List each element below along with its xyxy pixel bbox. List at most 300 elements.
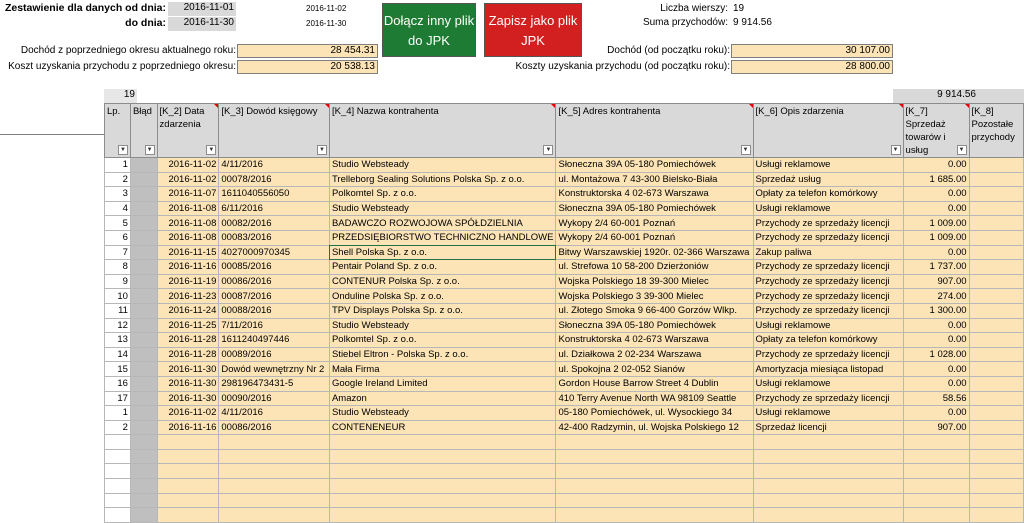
row-other-income[interactable]: [969, 391, 1023, 406]
row-error[interactable]: [130, 172, 157, 187]
empty-cell[interactable]: [329, 479, 556, 494]
row-address[interactable]: ul. Spokojna 2 02-052 Sianów: [556, 362, 753, 377]
row-doc[interactable]: 00086/2016: [219, 274, 330, 289]
row-other-income[interactable]: [969, 362, 1023, 377]
row-lp[interactable]: 4: [105, 201, 131, 216]
row-doc[interactable]: 00085/2016: [219, 260, 330, 275]
empty-cell[interactable]: [219, 449, 330, 464]
row-doc[interactable]: 4/11/2016: [219, 406, 330, 421]
empty-cell[interactable]: [969, 479, 1023, 494]
row-sales[interactable]: 1 300.00: [903, 303, 969, 318]
rows-count-value: 19: [733, 3, 745, 14]
empty-cell[interactable]: [130, 479, 157, 494]
row-other-income[interactable]: [969, 318, 1023, 333]
row-doc[interactable]: 00090/2016: [219, 391, 330, 406]
row-other-income[interactable]: [969, 187, 1023, 202]
row-sales[interactable]: 1 009.00: [903, 230, 969, 245]
row-doc[interactable]: 6/11/2016: [219, 201, 330, 216]
row-address[interactable]: ul. Montażowa 7 43-300 Bielsko-Biała: [556, 172, 753, 187]
table-row: [105, 245, 1024, 260]
row-lp[interactable]: 17: [105, 391, 131, 406]
empty-cell[interactable]: [329, 508, 556, 523]
table-row: [105, 187, 1024, 202]
filter-k5-icon[interactable]: ▼: [741, 145, 751, 155]
table-row: [105, 376, 1024, 391]
row-sales[interactable]: 0.00: [903, 376, 969, 391]
row-other-income[interactable]: [969, 333, 1023, 348]
row-description[interactable]: Usługi reklamowe: [753, 406, 903, 421]
empty-cell[interactable]: [753, 449, 903, 464]
empty-row: [105, 464, 1024, 479]
row-date[interactable]: 2016-11-08: [157, 216, 219, 231]
row-doc[interactable]: 00089/2016: [219, 347, 330, 362]
filter-k3-icon[interactable]: ▼: [317, 145, 327, 155]
row-contractor[interactable]: Google Ireland Limited: [329, 376, 556, 391]
save-jpk-button[interactable]: Zapisz jako plik JPK: [484, 3, 582, 57]
empty-cell[interactable]: [130, 493, 157, 508]
row-lp[interactable]: 2: [105, 172, 131, 187]
row-description[interactable]: Przychody ze sprzedaży licencji: [753, 303, 903, 318]
table-row: [105, 216, 1024, 231]
row-sales[interactable]: 0.00: [903, 158, 969, 173]
empty-cell[interactable]: [329, 449, 556, 464]
empty-cell[interactable]: [157, 493, 219, 508]
empty-cell[interactable]: [903, 449, 969, 464]
table-row: [105, 347, 1024, 362]
row-lp[interactable]: 11: [105, 303, 131, 318]
empty-cell[interactable]: [753, 464, 903, 479]
table-row: [105, 201, 1024, 216]
row-error[interactable]: [130, 230, 157, 245]
date-from-cell[interactable]: 2016-11-01: [168, 2, 236, 16]
summary-total: 9 914.56: [893, 89, 978, 103]
comment-marker-icon: [214, 104, 218, 108]
empty-cell[interactable]: [556, 508, 753, 523]
row-contractor[interactable]: Studio Websteady: [329, 158, 556, 173]
empty-cell[interactable]: [556, 479, 753, 494]
row-lp[interactable]: 12: [105, 318, 131, 333]
row-date[interactable]: 2016-11-28: [157, 347, 219, 362]
row-date[interactable]: 2016-11-28: [157, 333, 219, 348]
row-contractor[interactable]: Polkomtel Sp. z o.o.: [329, 187, 556, 202]
empty-cell[interactable]: [969, 508, 1023, 523]
row-description[interactable]: Sprzedaż usług: [753, 172, 903, 187]
row-address[interactable]: 410 Terry Avenue North WA 98109 Seattle: [556, 391, 753, 406]
row-contractor[interactable]: Pentair Poland Sp. z o.o.: [329, 260, 556, 275]
empty-cell[interactable]: [105, 508, 131, 523]
row-description[interactable]: Przychody ze sprzedaży licencji: [753, 347, 903, 362]
row-date[interactable]: 2016-11-30: [157, 362, 219, 377]
attach-jpk-button[interactable]: Dołącz inny plik do JPK: [382, 3, 476, 57]
row-date[interactable]: 2016-11-02: [157, 406, 219, 421]
row-address[interactable]: Gordon House Barrow Street 4 Dublin: [556, 376, 753, 391]
col-k7-label: [K_7] Sprzedaż towarów i usług: [905, 106, 946, 156]
row-other-income[interactable]: [969, 201, 1023, 216]
row-lp[interactable]: 7: [105, 245, 131, 260]
row-doc[interactable]: 4027000970345: [219, 245, 330, 260]
row-error[interactable]: [130, 347, 157, 362]
row-other-income[interactable]: [969, 406, 1023, 421]
row-sales[interactable]: 0.00: [903, 406, 969, 421]
row-other-income[interactable]: [969, 420, 1023, 435]
col-lp[interactable]: [105, 104, 131, 158]
row-description[interactable]: Przychody ze sprzedaży licencji: [753, 230, 903, 245]
prev-income-label: Dochód z poprzedniego okresu aktualnego roku:: [20, 45, 236, 56]
row-doc[interactable]: 00088/2016: [219, 303, 330, 318]
empty-cell[interactable]: [219, 435, 330, 450]
row-doc[interactable]: 7/11/2016: [219, 318, 330, 333]
empty-cell[interactable]: [329, 464, 556, 479]
empty-cell[interactable]: [969, 449, 1023, 464]
row-description[interactable]: Przychody ze sprzedaży licencji: [753, 391, 903, 406]
row-lp[interactable]: 14: [105, 347, 131, 362]
row-sales[interactable]: 0.00: [903, 318, 969, 333]
row-address[interactable]: 42-400 Radzymin, ul. Wojska Polskiego 12: [556, 420, 753, 435]
col-k2[interactable]: [157, 104, 219, 158]
rows-count-label: Liczba wierszy:: [660, 3, 728, 14]
table-row: [105, 318, 1024, 333]
row-sales[interactable]: 1 028.00: [903, 347, 969, 362]
empty-cell[interactable]: [329, 493, 556, 508]
row-other-income[interactable]: [969, 172, 1023, 187]
row-date[interactable]: 2016-11-07: [157, 187, 219, 202]
row-address[interactable]: Wojska Polskiego 18 39-300 Mielec: [556, 274, 753, 289]
row-description[interactable]: Usługi reklamowe: [753, 318, 903, 333]
row-date[interactable]: 2016-11-02: [157, 158, 219, 173]
row-address[interactable]: Wykopy 2/4 60-001 Poznań: [556, 216, 753, 231]
row-other-income[interactable]: [969, 216, 1023, 231]
row-description[interactable]: Usługi reklamowe: [753, 158, 903, 173]
row-lp[interactable]: 9: [105, 274, 131, 289]
table-row: [105, 172, 1024, 187]
empty-cell[interactable]: [130, 464, 157, 479]
filter-k2-icon[interactable]: ▼: [206, 145, 216, 155]
row-description[interactable]: Opłaty za telefon komórkowy: [753, 333, 903, 348]
row-sales[interactable]: 0.00: [903, 201, 969, 216]
empty-cell[interactable]: [105, 449, 131, 464]
row-lp[interactable]: 15: [105, 362, 131, 377]
empty-cell[interactable]: [219, 479, 330, 494]
row-error[interactable]: [130, 216, 157, 231]
row-sales[interactable]: 1 737.00: [903, 260, 969, 275]
ytd-income-value[interactable]: 30 107.00: [731, 44, 893, 58]
row-date[interactable]: 2016-11-24: [157, 303, 219, 318]
row-date[interactable]: 2016-11-19: [157, 274, 219, 289]
table-row: [105, 274, 1024, 289]
empty-cell[interactable]: [157, 435, 219, 450]
row-contractor[interactable]: Studio Websteady: [329, 406, 556, 421]
row-address[interactable]: Wojska Polskiego 3 39-300 Mielec: [556, 289, 753, 304]
col-k6-label: [K_6] Opis zdarzenia: [755, 106, 844, 117]
period-from-label: Zestawienie dla danych od dnia:: [4, 2, 166, 14]
row-error[interactable]: [130, 376, 157, 391]
row-address[interactable]: Konstruktorska 4 02-673 Warszawa: [556, 333, 753, 348]
row-description[interactable]: Przychody ze sprzedaży licencji: [753, 216, 903, 231]
row-contractor[interactable]: Amazon: [329, 391, 556, 406]
empty-cell[interactable]: [219, 493, 330, 508]
table-row: [105, 289, 1024, 304]
row-sales[interactable]: 907.00: [903, 420, 969, 435]
empty-row: [105, 508, 1024, 523]
table-header-row: [105, 104, 1024, 158]
row-lp[interactable]: 6: [105, 230, 131, 245]
table-row: [105, 303, 1024, 318]
empty-cell[interactable]: [329, 435, 556, 450]
col-k3-label: [K_3] Dowód księgowy: [221, 106, 318, 117]
col-k5-label: [K_5] Adres kontrahenta: [558, 106, 661, 117]
empty-cell[interactable]: [753, 493, 903, 508]
row-lp[interactable]: 13: [105, 333, 131, 348]
prev-cost-value[interactable]: 20 538.13: [237, 60, 378, 74]
row-address[interactable]: Słoneczna 39A 05-180 Pomiechówek: [556, 201, 753, 216]
row-error[interactable]: [130, 303, 157, 318]
row-address[interactable]: Wykopy 2/4 60-001 Poznań: [556, 230, 753, 245]
empty-cell[interactable]: [556, 464, 753, 479]
row-contractor[interactable]: Shell Polska Sp. z o.o.: [329, 245, 556, 260]
period-to-label: do dnia:: [125, 17, 166, 29]
row-doc[interactable]: 298196473431-5: [219, 376, 330, 391]
row-error[interactable]: [130, 391, 157, 406]
comment-marker-icon: [325, 104, 329, 108]
row-contractor[interactable]: TPV Displays Polska Sp. z o.o.: [329, 303, 556, 318]
row-description[interactable]: Sprzedaż licencji: [753, 420, 903, 435]
col-k8[interactable]: [969, 104, 1023, 158]
row-contractor[interactable]: Polkomtel Sp. z o.o.: [329, 333, 556, 348]
empty-cell[interactable]: [130, 449, 157, 464]
ytd-income-label: Dochód (od początku roku):: [607, 45, 730, 56]
row-lp[interactable]: 2: [105, 420, 131, 435]
empty-cell[interactable]: [969, 435, 1023, 450]
summary-extra: [978, 89, 1024, 103]
empty-cell[interactable]: [753, 435, 903, 450]
row-address[interactable]: 05-180 Pomiechówek, ul. Wysockiego 34: [556, 406, 753, 421]
row-contractor[interactable]: Studio Websteady: [329, 318, 556, 333]
row-contractor[interactable]: Studio Websteady: [329, 201, 556, 216]
table-row: [105, 420, 1024, 435]
row-other-income[interactable]: [969, 230, 1023, 245]
empty-cell[interactable]: [219, 508, 330, 523]
row-sales[interactable]: 0.00: [903, 245, 969, 260]
date-from-small: 2016-11-02: [306, 4, 347, 13]
col-k2-label: [K_2] Data zdarzenia: [159, 106, 205, 130]
row-contractor[interactable]: Trelleborg Sealing Solutions Polska Sp. z o.o.: [329, 172, 556, 187]
row-description[interactable]: Zakup paliwa: [753, 245, 903, 260]
row-address[interactable]: ul. Działkowa 2 02-234 Warszawa: [556, 347, 753, 362]
comment-marker-icon: [965, 104, 969, 108]
col-k5[interactable]: [556, 104, 753, 158]
row-contractor[interactable]: CONTENENEUR: [329, 420, 556, 435]
row-sales[interactable]: 58.56: [903, 391, 969, 406]
row-error[interactable]: [130, 274, 157, 289]
empty-cell[interactable]: [157, 479, 219, 494]
row-lp[interactable]: 10: [105, 289, 131, 304]
empty-cell[interactable]: [903, 479, 969, 494]
row-address[interactable]: Słoneczna 39A 05-180 Pomiechówek: [556, 158, 753, 173]
row-sales[interactable]: 274.00: [903, 289, 969, 304]
row-description[interactable]: Przychody ze sprzedaży licencji: [753, 289, 903, 304]
row-error[interactable]: [130, 260, 157, 275]
empty-cell[interactable]: [157, 508, 219, 523]
row-address[interactable]: Bitwy Warszawskiej 1920r. 02-366 Warszawa: [556, 245, 753, 260]
prev-income-value[interactable]: 28 454.31: [237, 44, 378, 58]
empty-cell[interactable]: [969, 493, 1023, 508]
row-date[interactable]: 2016-11-08: [157, 230, 219, 245]
row-lp[interactable]: 3: [105, 187, 131, 202]
row-date[interactable]: 2016-11-15: [157, 245, 219, 260]
row-sales[interactable]: 0.00: [903, 333, 969, 348]
revenue-sum-label: Suma przychodów:: [642, 17, 728, 28]
empty-cell[interactable]: [753, 508, 903, 523]
row-address[interactable]: ul. Złotego Smoka 9 66-400 Gorzów Wlkp.: [556, 303, 753, 318]
row-contractor[interactable]: PRZEDSIĘBIORSTWO TECHNICZNO HANDLOWE: [329, 230, 556, 245]
filter-lp-icon[interactable]: ▼: [118, 145, 128, 155]
row-doc[interactable]: 00083/2016: [219, 230, 330, 245]
summary-count: 19: [104, 89, 137, 103]
row-date[interactable]: 2016-11-02: [157, 172, 219, 187]
row-date[interactable]: 2016-11-16: [157, 260, 219, 275]
row-error[interactable]: [130, 158, 157, 173]
empty-cell[interactable]: [157, 464, 219, 479]
row-date[interactable]: 2016-11-16: [157, 420, 219, 435]
row-sales[interactable]: 0.00: [903, 362, 969, 377]
filter-k4-icon[interactable]: ▼: [543, 145, 553, 155]
filter-err-icon[interactable]: ▼: [145, 145, 155, 155]
col-lp-label: Lp.: [107, 106, 121, 117]
row-sales[interactable]: 1 009.00: [903, 216, 969, 231]
row-doc[interactable]: 00087/2016: [219, 289, 330, 304]
date-to-cell[interactable]: 2016-11-30: [168, 17, 236, 31]
jpk-table: [104, 103, 1024, 523]
empty-cell[interactable]: [969, 464, 1023, 479]
row-description[interactable]: Usługi reklamowe: [753, 201, 903, 216]
col-k3[interactable]: [219, 104, 330, 158]
empty-cell[interactable]: [105, 464, 131, 479]
col-k4[interactable]: [329, 104, 556, 158]
row-other-income[interactable]: [969, 158, 1023, 173]
row-lp[interactable]: 5: [105, 216, 131, 231]
col-k7[interactable]: [903, 104, 969, 158]
row-other-income[interactable]: [969, 245, 1023, 260]
row-contractor[interactable]: Onduline Polska Sp. z o.o.: [329, 289, 556, 304]
empty-cell[interactable]: [157, 449, 219, 464]
row-sales[interactable]: 907.00: [903, 274, 969, 289]
row-doc[interactable]: 1611240497446: [219, 333, 330, 348]
col-err[interactable]: [130, 104, 157, 158]
row-lp[interactable]: 16: [105, 376, 131, 391]
table-row: [105, 391, 1024, 406]
revenue-sum-value: 9 914.56: [733, 17, 772, 28]
row-address[interactable]: Słoneczna 39A 05-180 Pomiechówek: [556, 318, 753, 333]
empty-cell[interactable]: [903, 493, 969, 508]
empty-cell[interactable]: [130, 508, 157, 523]
row-address[interactable]: ul. Strefowa 10 58-200 Dzierżoniów: [556, 260, 753, 275]
row-error[interactable]: [130, 245, 157, 260]
row-error[interactable]: [130, 420, 157, 435]
row-error[interactable]: [130, 406, 157, 421]
row-lp[interactable]: 1: [105, 158, 131, 173]
row-description[interactable]: Opłaty za telefon komórkowy: [753, 187, 903, 202]
empty-cell[interactable]: [130, 435, 157, 450]
row-description[interactable]: Przychody ze sprzedaży licencji: [753, 274, 903, 289]
row-sales[interactable]: 1 685.00: [903, 172, 969, 187]
empty-cell[interactable]: [903, 508, 969, 523]
empty-cell[interactable]: [753, 479, 903, 494]
empty-cell[interactable]: [556, 493, 753, 508]
row-date[interactable]: 2016-11-30: [157, 376, 219, 391]
row-description[interactable]: Usługi reklamowe: [753, 376, 903, 391]
empty-cell[interactable]: [903, 464, 969, 479]
row-other-income[interactable]: [969, 303, 1023, 318]
row-doc[interactable]: 00082/2016: [219, 216, 330, 231]
row-date[interactable]: 2016-11-08: [157, 201, 219, 216]
row-date[interactable]: 2016-11-23: [157, 289, 219, 304]
empty-row: [105, 435, 1024, 450]
row-doc[interactable]: Dowód wewnętrzny Nr 2: [219, 362, 330, 377]
row-contractor[interactable]: BADAWCZO ROZWOJOWA SPÓŁDZIELNIA: [329, 216, 556, 231]
empty-cell[interactable]: [105, 435, 131, 450]
row-description[interactable]: Przychody ze sprzedaży licencji: [753, 260, 903, 275]
row-sales[interactable]: 0.00: [903, 187, 969, 202]
row-error[interactable]: [130, 318, 157, 333]
row-error[interactable]: [130, 187, 157, 202]
empty-cell[interactable]: [556, 435, 753, 450]
empty-cell[interactable]: [556, 449, 753, 464]
col-err-label: Błąd: [132, 106, 152, 117]
row-other-income[interactable]: [969, 347, 1023, 362]
ytd-cost-value[interactable]: 28 800.00: [731, 60, 893, 74]
row-lp[interactable]: 8: [105, 260, 131, 275]
row-date[interactable]: 2016-11-30: [157, 391, 219, 406]
col-k8-label: [K_8] Pozostałe przychody: [971, 106, 1015, 143]
empty-cell[interactable]: [219, 464, 330, 479]
col-k6[interactable]: [753, 104, 903, 158]
empty-row: [105, 493, 1024, 508]
row-doc[interactable]: 1611040556050: [219, 187, 330, 202]
row-error[interactable]: [130, 333, 157, 348]
filter-k6-icon[interactable]: ▼: [891, 145, 901, 155]
ytd-cost-label: Koszty uzyskania przychodu (od początku roku):: [515, 61, 730, 72]
row-error[interactable]: [130, 289, 157, 304]
table-row: [105, 260, 1024, 275]
row-doc[interactable]: 00086/2016: [219, 420, 330, 435]
empty-row: [105, 479, 1024, 494]
row-other-income[interactable]: [969, 274, 1023, 289]
row-address[interactable]: Konstruktorska 4 02-673 Warszawa: [556, 187, 753, 202]
row-doc[interactable]: 4/11/2016: [219, 158, 330, 173]
empty-cell[interactable]: [105, 493, 131, 508]
filter-k7-icon[interactable]: ▼: [957, 145, 967, 155]
row-error[interactable]: [130, 201, 157, 216]
row-contractor[interactable]: CONTENUR Polska Sp. z o.o.: [329, 274, 556, 289]
empty-cell[interactable]: [105, 479, 131, 494]
table-row: [105, 230, 1024, 245]
row-other-income[interactable]: [969, 289, 1023, 304]
table-row: [105, 362, 1024, 377]
row-date[interactable]: 2016-11-25: [157, 318, 219, 333]
row-lp[interactable]: 1: [105, 406, 131, 421]
empty-cell[interactable]: [903, 435, 969, 450]
empty-row: [105, 449, 1024, 464]
table-row: [105, 333, 1024, 348]
row-doc[interactable]: 00078/2016: [219, 172, 330, 187]
row-contractor[interactable]: Stiebel Eltron - Polska Sp. z o.o.: [329, 347, 556, 362]
row-description[interactable]: Amortyzacja miesiąca listopad: [753, 362, 903, 377]
comment-marker-icon: [899, 104, 903, 108]
row-other-income[interactable]: [969, 376, 1023, 391]
row-other-income[interactable]: [969, 260, 1023, 275]
row-error[interactable]: [130, 362, 157, 377]
row-contractor[interactable]: Mała Firma: [329, 362, 556, 377]
